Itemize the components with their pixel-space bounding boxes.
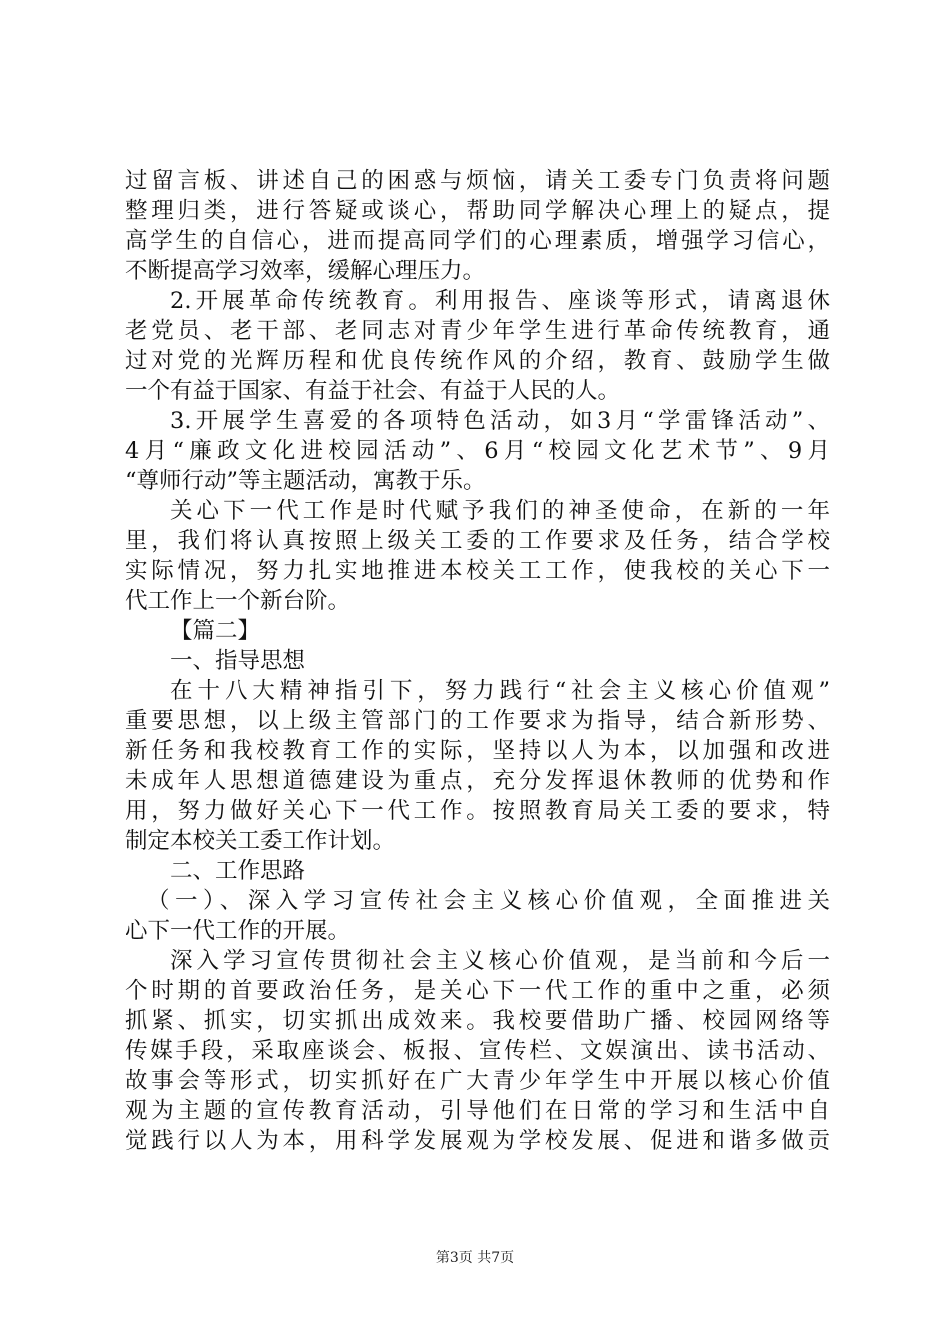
text-line: 4月“廉政文化进校园活动”、6月“校园文化艺术节”、9月 xyxy=(125,438,830,464)
text-line: 高学生的自信心，进而提高同学们的心理素质，增强学习信心， xyxy=(125,228,830,254)
text-line: 在十八大精神指引下，努力践行“社会主义核心价值观” xyxy=(170,678,830,704)
text-line: （一）、深入学习宣传社会主义核心价值观，全面推进关 xyxy=(147,888,830,914)
document-body xyxy=(125,166,830,1156)
text-line: 个时期的首要政治任务，是关心下一代工作的重中之重，必须 xyxy=(125,978,830,1004)
text-line: 不断提高学习效率，缓解心理压力。 xyxy=(125,258,486,284)
text-line: 观为主题的宣传教育活动，引导他们在日常的学习和生活中自 xyxy=(125,1098,830,1124)
text-line: 实际情况，努力扎实地推进本校关工工作，使我校的关心下一 xyxy=(125,558,830,584)
text-line: 老党员、老干部、老同志对青少年学生进行革命传统教育，通 xyxy=(125,318,830,344)
text-line: 【篇二】 xyxy=(170,618,261,644)
text-line: 重要思想，以上级主管部门的工作要求为指导，结合新形势、 xyxy=(125,708,830,734)
text-line: 制定本校关工委工作计划。 xyxy=(125,828,396,854)
text-line: 新任务和我校教育工作的实际，坚持以人为本，以加强和改进 xyxy=(125,738,830,764)
text-line: 深入学习宣传贯彻社会主义核心价值观，是当前和今后一 xyxy=(170,948,830,974)
text-line: 二、工作思路 xyxy=(170,858,306,884)
text-line: 心下一代工作的开展。 xyxy=(125,918,351,944)
text-line: 过留言板、讲述自己的困惑与烦恼，请关工委专门负责将问题 xyxy=(125,168,830,194)
page-number-footer: 第3页 共7页 xyxy=(435,1250,515,1266)
text-line: 觉践行以人为本，用科学发展观为学校发展、促进和谐多做贡 xyxy=(125,1128,830,1154)
text-line: 过对党的光辉历程和优良传统作风的介绍，教育、鼓励学生做 xyxy=(125,348,830,374)
text-line: 故事会等形式，切实抓好在广大青少年学生中开展以核心价值 xyxy=(125,1068,830,1094)
text-line: 一个有益于国家、有益于社会、有益于人民的人。 xyxy=(125,378,621,404)
text-line: 关心下一代工作是时代赋予我们的神圣使命，在新的一年 xyxy=(170,498,830,524)
text-line: 3.开展学生喜爱的各项特色活动，如3月“学雷锋活动”、 xyxy=(170,408,830,434)
text-line: 传媒手段，采取座谈会、板报、宣传栏、文娱演出、读书活动、 xyxy=(125,1038,830,1064)
text-line: 一、指导思想 xyxy=(170,648,306,674)
text-line: 用，努力做好关心下一代工作。按照教育局关工委的要求，特 xyxy=(125,798,830,824)
text-line: 里，我们将认真按照上级关工委的工作要求及任务，结合学校 xyxy=(125,528,830,554)
text-line: 整理归类，进行答疑或谈心，帮助同学解决心理上的疑点，提 xyxy=(125,198,830,224)
text-line: 未成年人思想道德建设为重点，充分发挥退休教师的优势和作 xyxy=(125,768,830,794)
text-line: 2.开展革命传统教育。利用报告、座谈等形式，请离退休 xyxy=(170,288,830,314)
text-line: “尊师行动”等主题活动，寓教于乐。 xyxy=(125,468,486,494)
text-line: 代工作上一个新台阶。 xyxy=(125,588,351,614)
text-line: 抓紧、抓实，切实抓出成效来。我校要借助广播、校园网络等 xyxy=(125,1008,830,1034)
